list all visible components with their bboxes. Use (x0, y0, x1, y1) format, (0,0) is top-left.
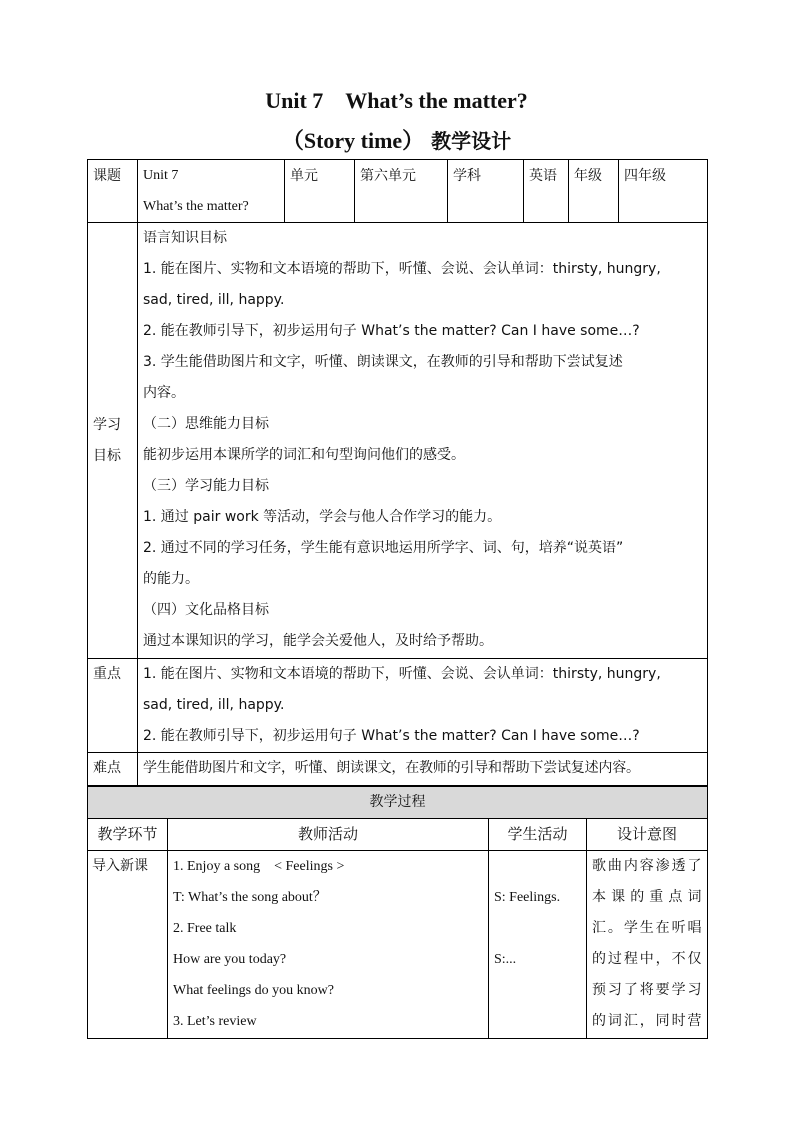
teacher-activity (168, 851, 489, 1039)
teacher-activity-line: 3. Let’s review (173, 1014, 257, 1029)
title-teaching-design: 教学设计 (424, 129, 512, 153)
objectives-label-a: 学习 (93, 416, 121, 433)
student-activity-line (494, 913, 581, 944)
objective-line: 2. 通过不同的学习任务，学生能有意识地运用所学字、词、句，培养“说英语” (143, 540, 624, 556)
key-point-line: sad, tired, ill, happy. (143, 697, 285, 713)
objective-line: 能初步运用本课所学的词汇和句型询问他们的感受。 (143, 447, 465, 463)
subject-value: 英语 (524, 160, 569, 223)
title-story-time: （Story time） (281, 128, 425, 153)
design-purpose-line: 歌曲内容渗透了 (592, 858, 702, 874)
teaching-process-table (87, 786, 708, 1039)
grade-value: 四年级 (619, 160, 708, 223)
objective-line: 的能力。 (143, 571, 199, 587)
unit-value: 第六单元 (355, 160, 448, 223)
objective-line: 语言知识目标 (143, 230, 227, 246)
header-teacher: 教师活动 (168, 819, 489, 851)
header-stage: 教学环节 (88, 819, 168, 851)
grade-label: 年级 (569, 160, 619, 223)
objective-line: 通过本课知识的学习，能学会关爱他人，及时给予帮助。 (143, 633, 493, 649)
lesson-info-table (87, 159, 708, 786)
key-point-line: 2. 能在教师引导下，初步运用句子 What’s the matter? Can I have some…? (143, 728, 640, 744)
student-activity-line (494, 851, 581, 882)
header-student: 学生活动 (489, 819, 587, 851)
design-purpose-line: 的过程中，不仅 (592, 951, 702, 967)
objective-line: （四）文化品格目标 (143, 602, 269, 618)
objectives-label (88, 223, 138, 659)
objectives-content (138, 223, 708, 659)
objective-line: （三）学习能力目标 (143, 478, 269, 494)
design-purpose-line: 本课的重点词 (592, 889, 702, 905)
header-purpose: 设计意图 (587, 819, 708, 851)
objective-line: （二）思维能力目标 (143, 416, 269, 432)
objectives-label-b: 目标 (93, 447, 121, 464)
key-point-line: 1. 能在图片、实物和文本语境的帮助下，听懂、会说、会认单词：thirsty, hungry, (143, 666, 661, 682)
subject-label: 学科 (448, 160, 524, 223)
topic-value-line1: Unit 7 (143, 168, 179, 183)
student-activity-line (494, 975, 581, 1006)
difficulties-label: 难点 (88, 753, 138, 786)
design-purpose-line: 汇。学生在听唱 (592, 920, 702, 936)
key-points-label: 重点 (88, 659, 138, 753)
unit-label: 单元 (285, 160, 355, 223)
process-title: 教学过程 (88, 787, 708, 819)
teacher-activity-line: 1. Enjoy a song < Feelings > (173, 859, 345, 874)
objective-line: 2. 能在教师引导下，初步运用句子 What’s the matter? Can I have some…? (143, 323, 640, 339)
difficulties-content: 学生能借助图片和文字，听懂、朗读课文，在教师的引导和帮助下尝试复述内容。 (138, 753, 708, 786)
design-purpose (587, 851, 708, 1039)
teacher-activity-line: 2. Free talk (173, 921, 237, 936)
document-title-line1: Unit 7 What’s the matter? (265, 88, 528, 113)
objective-line: 内容。 (143, 385, 185, 401)
student-activity-line: S: Feelings. (494, 890, 561, 905)
student-activity-line (494, 1006, 581, 1037)
topic-value (138, 160, 285, 223)
design-purpose-line: 预习了将要学习 (592, 982, 702, 998)
teacher-activity-line: How are you today? (173, 952, 287, 967)
student-activity-line: S:... (494, 952, 517, 967)
objective-line: 3. 学生能借助图片和文字，听懂、朗读课文，在教师的引导和帮助下尝试复述 (143, 354, 623, 370)
topic-label: 课题 (88, 160, 138, 223)
objective-line: 1. 能在图片、实物和文本语境的帮助下，听懂、会说、会认单词：thirsty, hungry, (143, 261, 661, 277)
student-activity (489, 851, 587, 1039)
objective-line: sad, tired, ill, happy. (143, 292, 285, 308)
objective-line: 1. 通过 pair work 等活动，学会与他人合作学习的能力。 (143, 509, 502, 525)
document-title-line2 (0, 124, 793, 155)
design-purpose-line: 的词汇，同时营 (592, 1013, 702, 1029)
teacher-activity-line: What feelings do you know? (173, 983, 334, 998)
teacher-activity-line: T: What’s the song about？ (173, 890, 327, 905)
topic-value-line2: What’s the matter? (143, 199, 249, 214)
key-points-content (138, 659, 708, 753)
stage-intro: 导入新课 (88, 851, 168, 1039)
